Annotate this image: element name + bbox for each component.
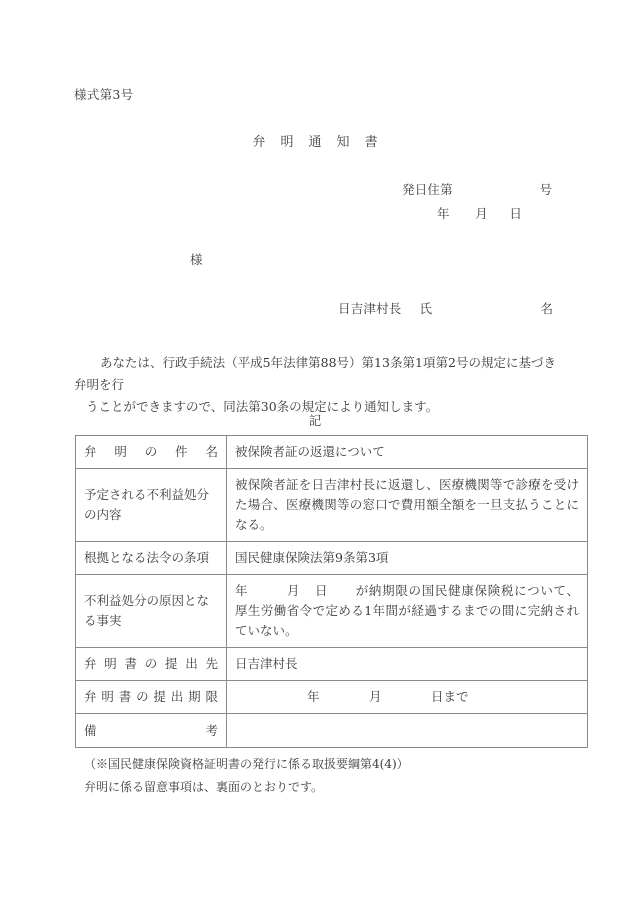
table-row	[76, 575, 588, 648]
row-label-disposition-content: 予定される不利益処分の内容	[76, 469, 227, 542]
issuer-line	[338, 299, 553, 317]
row-value-submission-target: 日吉津村長	[227, 648, 588, 681]
issue-date-day: 日	[509, 206, 523, 221]
document-title: 弁明通知書	[252, 135, 393, 150]
issue-date-year: 年	[437, 206, 450, 221]
table-row	[76, 681, 588, 714]
issue-date-month: 月	[475, 206, 488, 221]
row-value-disposition-content: 被保険者証を日吉津村長に返還し、医療機関等で診療を受けた場合、医療機関等の窓口で費用額全額を一旦支払うことになる。	[227, 469, 588, 542]
addressee-honorific: 様	[190, 252, 203, 267]
row-value-cause-facts	[227, 575, 588, 648]
row-label-cause-facts: 不利益処分の原因となる事実	[76, 575, 227, 648]
notice-details-table	[75, 435, 588, 748]
row-label-submission-target: 弁明書の提出先	[76, 648, 227, 681]
issue-date-line	[437, 204, 522, 222]
table-row	[76, 648, 588, 681]
form-number: 様式第3号	[74, 87, 134, 102]
issuer-organization: 日吉津村長	[338, 301, 402, 316]
issuer-name-label-mei: 名	[540, 301, 553, 316]
footnote-ordinance-reference: （※国民健康保険資格証明書の発行に係る取扱要綱第4(4)）	[84, 757, 409, 771]
deadline-year: 年	[307, 689, 320, 704]
row-label-submission-deadline: 弁明書の提出期限	[76, 681, 227, 714]
cause-date-year: 年	[235, 583, 248, 598]
table-row	[76, 542, 588, 575]
footnote-reverse-side: 弁明に係る留意事項は、裏面のとおりです。	[84, 780, 324, 794]
table-row	[76, 469, 588, 542]
issue-number-label: 発日住第	[402, 182, 453, 197]
deadline-month: 月	[369, 689, 382, 704]
table-row	[76, 714, 588, 748]
row-value-subject: 被保険者証の返還について	[227, 436, 588, 469]
ki-heading: 記	[308, 413, 322, 428]
row-value-remarks	[227, 714, 588, 748]
row-label-remarks: 備考	[76, 714, 227, 748]
body-paragraph	[74, 352, 556, 418]
row-label-legal-basis: 根拠となる法令の条項	[76, 542, 227, 575]
cause-date-month: 月	[287, 583, 300, 598]
cause-facts-text: が納期限の国民健康保険税について、厚生労働省令で定める1年間が経過するまでの間に完納されていない。	[235, 583, 579, 638]
issuer-name-label-shi: 氏	[419, 301, 433, 316]
table-row	[76, 436, 588, 469]
row-value-submission-deadline	[227, 681, 588, 714]
body-line-1: あなたは、行政手続法（平成5年法律第88号）第13条第1項第2号の規定に基づき弁明を行	[74, 355, 556, 392]
issue-number-line	[402, 180, 552, 198]
row-label-subject: 弁明の件名	[76, 436, 227, 469]
cause-date-day: 日	[315, 583, 328, 598]
body-line-2: うことができますので、同法第30条の規定により通知します。	[86, 399, 439, 414]
deadline-day: 日まで	[431, 689, 469, 704]
row-value-legal-basis: 国民健康保険法第9条第3項	[227, 542, 588, 575]
issue-number-suffix: 号	[539, 182, 552, 197]
